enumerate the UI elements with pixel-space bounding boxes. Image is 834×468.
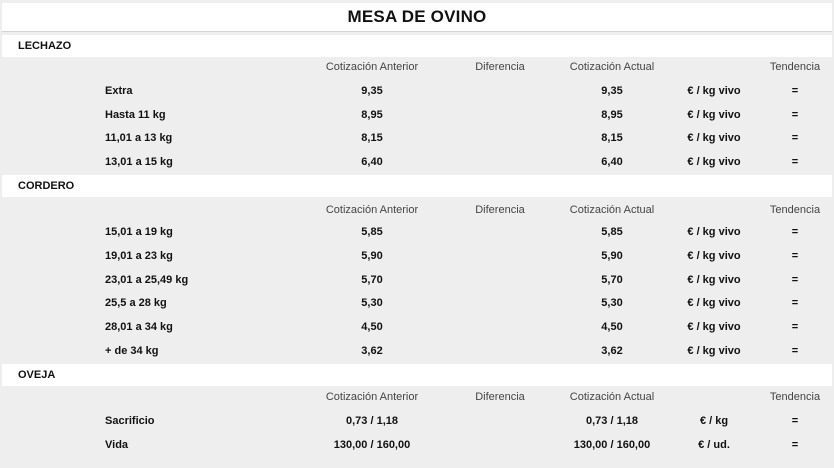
row-unit: € / kg vivo — [687, 297, 741, 309]
row-name: Hasta 11 kg — [105, 109, 166, 121]
row-trend: = — [791, 415, 799, 427]
row-curr: 5,90 — [601, 250, 623, 262]
header-trend: Tendencia — [769, 204, 821, 216]
row-prev: 6,40 — [361, 156, 383, 168]
row-name: Vida — [105, 439, 129, 451]
header-diff: Diferencia — [475, 391, 525, 403]
row-unit: € / kg vivo — [687, 109, 741, 121]
row-curr: 0,73 / 1,18 — [586, 415, 638, 427]
page-title: MESA DE OVINO — [2, 3, 832, 32]
row-trend: = — [791, 297, 799, 309]
row-prev: 130,00 / 160,00 — [333, 439, 411, 451]
row-name: 15,01 a 19 kg — [105, 226, 173, 238]
header-trend: Tendencia — [769, 61, 821, 73]
header-diff: Diferencia — [475, 61, 525, 73]
row-trend: = — [791, 321, 799, 333]
row-trend: = — [791, 109, 799, 121]
row-unit: € / kg vivo — [687, 226, 741, 238]
section-label-cordero: CORDERO — [2, 175, 832, 197]
row-prev: 3,62 — [361, 345, 383, 357]
row-unit: € / kg vivo — [687, 250, 741, 262]
row-unit: € / kg vivo — [687, 85, 741, 97]
row-unit: € / kg vivo — [687, 156, 741, 168]
row-prev: 5,30 — [361, 297, 383, 309]
row-unit: € / kg vivo — [687, 321, 741, 333]
row-curr: 5,85 — [601, 226, 623, 238]
header-curr: Cotización Actual — [569, 61, 655, 73]
header-diff: Diferencia — [475, 204, 525, 216]
row-curr: 6,40 — [601, 156, 623, 168]
row-prev: 5,90 — [361, 250, 383, 262]
header-prev: Cotización Anterior — [325, 204, 419, 216]
row-trend: = — [791, 156, 799, 168]
row-trend: = — [791, 439, 799, 451]
row-curr: 3,62 — [601, 345, 623, 357]
header-curr: Cotización Actual — [569, 204, 655, 216]
row-trend: = — [791, 345, 799, 357]
row-curr: 130,00 / 160,00 — [573, 439, 651, 451]
row-curr: 4,50 — [601, 321, 623, 333]
row-trend: = — [791, 274, 799, 286]
row-name: 23,01 a 25,49 kg — [105, 274, 189, 286]
row-prev: 5,70 — [361, 274, 383, 286]
section-label-lechazo: LECHAZO — [2, 35, 832, 57]
header-prev: Cotización Anterior — [325, 391, 419, 403]
row-trend: = — [791, 85, 799, 97]
section-label-oveja: OVEJA — [2, 364, 832, 386]
header-curr: Cotización Actual — [569, 391, 655, 403]
row-unit: € / kg vivo — [687, 345, 741, 357]
row-prev: 0,73 / 1,18 — [346, 415, 398, 427]
row-trend: = — [791, 132, 799, 144]
row-unit: € / kg vivo — [687, 274, 741, 286]
row-unit: € / kg — [699, 415, 729, 427]
row-prev: 8,15 — [361, 132, 383, 144]
row-name: Sacrificio — [105, 415, 155, 427]
header-trend: Tendencia — [769, 391, 821, 403]
row-curr: 5,30 — [601, 297, 623, 309]
row-name: 11,01 a 13 kg — [105, 132, 173, 144]
row-curr: 5,70 — [601, 274, 623, 286]
row-prev: 9,35 — [361, 85, 383, 97]
row-curr: 8,95 — [601, 109, 623, 121]
row-prev: 8,95 — [361, 109, 383, 121]
row-trend: = — [791, 226, 799, 238]
row-name: 25,5 a 28 kg — [105, 297, 167, 309]
row-prev: 5,85 — [361, 226, 383, 238]
row-name: + de 34 kg — [105, 345, 159, 357]
row-unit: € / ud. — [698, 439, 730, 451]
row-name: 28,01 a 34 kg — [105, 321, 173, 333]
row-curr: 9,35 — [601, 85, 623, 97]
row-name: 13,01 a 15 kg — [105, 156, 173, 168]
header-prev: Cotización Anterior — [325, 61, 419, 73]
row-name: 19,01 a 23 kg — [105, 250, 173, 262]
row-curr: 8,15 — [601, 132, 623, 144]
row-name: Extra — [105, 85, 133, 97]
row-prev: 4,50 — [361, 321, 383, 333]
row-trend: = — [791, 250, 799, 262]
row-unit: € / kg vivo — [687, 132, 741, 144]
